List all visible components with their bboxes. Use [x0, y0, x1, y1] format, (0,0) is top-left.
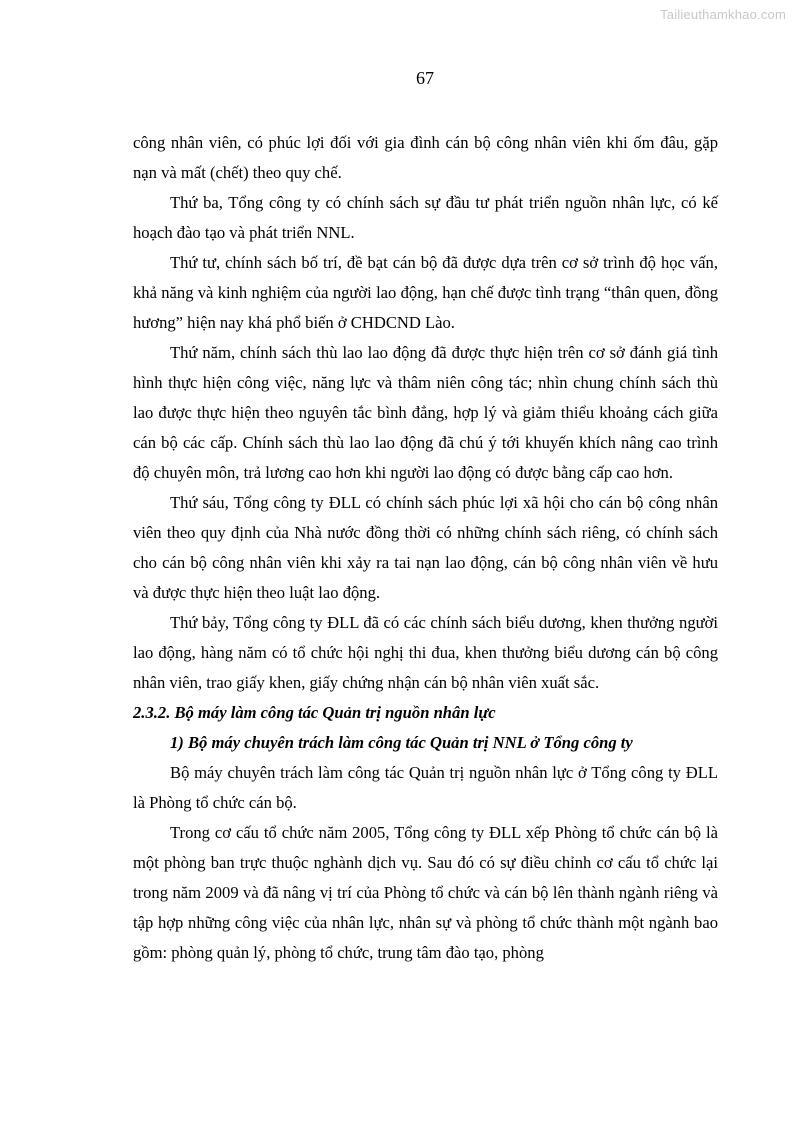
paragraph-continuation: công nhân viên, có phúc lợi đối với gia đình cán bộ công nhân viên khi ốm đâu, gặp nạn và mất (chết) theo quy chế. — [133, 133, 718, 182]
paragraph-thu-bay: Thứ bảy, Tổng công ty ĐLL đã có các chính sách biểu dương, khen thưởng người lao động, hàng năm có tổ chức hội nghị thi đua, khen thưởng biểu dương cán bộ công nhân viên, trao giấy khen, giấy chứng nhận cán bộ nhân viên xuất sắc. — [133, 613, 718, 692]
paragraph-thu-tu: Thứ tư, chính sách bố trí, đề bạt cán bộ đã được dựa trên cơ sở trình độ học vấn, khả năng và kinh nghiệm của người lao động, hạn chế được tình trạng “thân quen, đồng hương” hiện nay khá phổ biến ở CHDCND Lào. — [133, 253, 718, 332]
page-number: 67 — [416, 68, 434, 88]
paragraph-thu-ba: Thứ ba, Tổng công ty có chính sách sự đầu tư phát triển nguồn nhân lực, có kế hoạch đào tạo và phát triển NNL. — [133, 193, 718, 242]
paragraph-thu-nam: Thứ năm, chính sách thù lao lao động đã được thực hiện trên cơ sở đánh giá tình hình thực hiện công việc, năng lực và thâm niên công tác; nhìn chung chính sách thù lao được thực hiện theo nguyên tắc bình đẳng, hợp lý và giảm thiểu khoảng cách giữa cán bộ các cấp. Chính sách thù lao lao động đã chú ý tới khuyến khích nâng cao trình độ chuyên môn, trả lương cao hơn khi người lao động có được bằng cấp cao hơn. — [133, 343, 718, 482]
document-body — [133, 128, 718, 968]
paragraph-thu-sau: Thứ sáu, Tổng công ty ĐLL có chính sách phúc lợi xã hội cho cán bộ công nhân viên theo quy định của Nhà nước đồng thời có những chính sách riêng, có chính sách cho cán bộ công nhân viên khi xảy ra tai nạn lao động, cán bộ công nhân viên về hưu và được thực hiện theo luật lao động. — [133, 493, 718, 602]
paragraph-bo-may: Bộ máy chuyên trách làm công tác Quản trị nguồn nhân lực ở Tổng công ty ĐLL là Phòng tổ chức cán bộ. — [133, 763, 718, 812]
section-heading: 2.3.2. Bộ máy làm công tác Quản trị nguồn nhân lực — [133, 703, 496, 722]
watermark-text: Tailieuthamkhao.com — [660, 7, 786, 22]
subsection-heading: 1) Bộ máy chuyên trách làm công tác Quản trị NNL ở Tổng công ty — [170, 733, 633, 752]
paragraph-co-cau: Trong cơ cấu tổ chức năm 2005, Tổng công ty ĐLL xếp Phòng tổ chức cán bộ là một phòng ban trực thuộc nghành dịch vụ. Sau đó có sự điều chỉnh cơ cấu tổ chức lại trong năm 2009 và đã nâng vị trí của Phòng tổ chức và cán bộ lên thành ngành riêng và tập hợp những công việc của nhân lực, nhân sự và phòng tổ chức thành một ngành bao gồm: phòng quản lý, phòng tổ chức, trung tâm đào tạo, phòng — [133, 823, 718, 962]
